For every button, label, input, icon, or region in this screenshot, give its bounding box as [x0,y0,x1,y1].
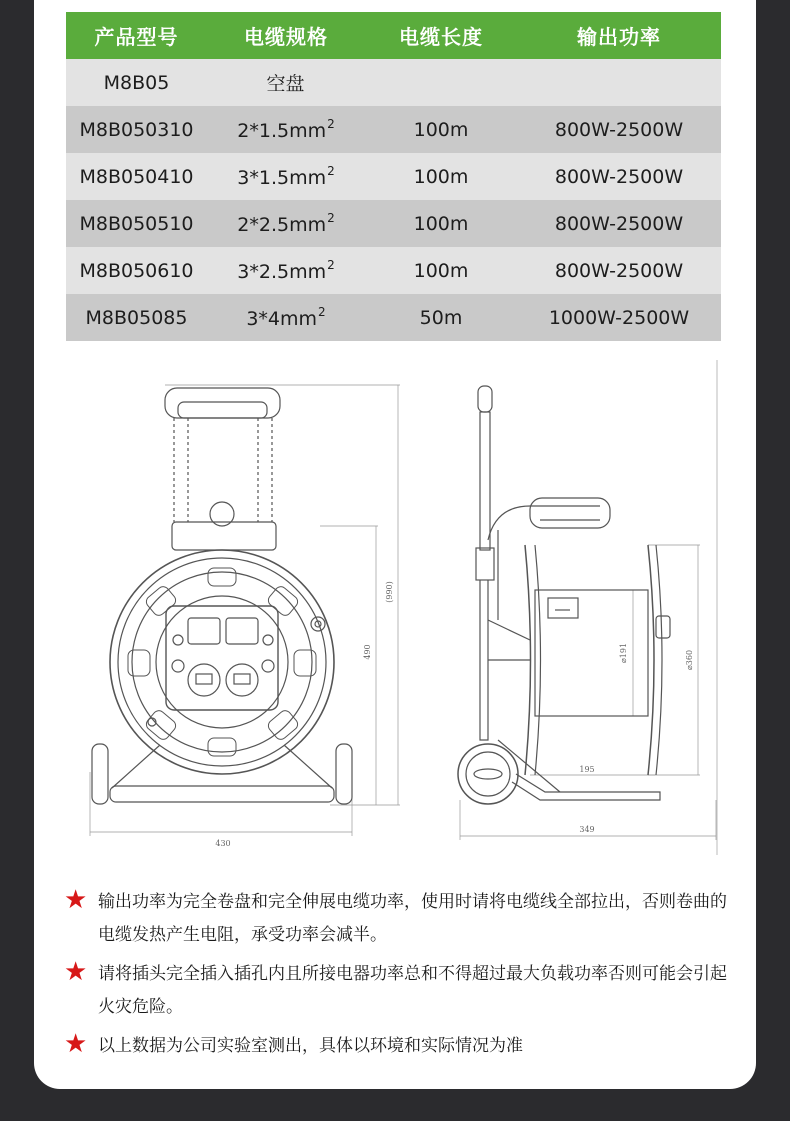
technical-drawing [0,355,790,865]
table-row [66,200,721,247]
cell-length: 100m [365,200,517,247]
dimension-outer-diameter-label: ⌀360 [685,649,694,671]
header-model: 产品型号 [66,12,207,59]
note-text: 输出功率为完全卷盘和完全伸展电缆功率，使用时请将电缆线全部拉出，否则卷曲的电缆发热产生电阻，承受功率会减半。 [98,892,727,945]
dimension-height-reel-label: 490 [363,644,372,660]
cell-model: M8B050310 [66,106,207,153]
cell-model: M8B050410 [66,153,207,200]
table-row [66,59,721,106]
star-icon: ★ [64,957,88,987]
star-icon: ★ [64,885,88,915]
cell-length: 50m [365,294,517,341]
cell-spec: $2*1.5mm^2$ [207,106,365,153]
cell-model: M8B050610 [66,247,207,294]
dimension-height-total-label: (990) [385,581,394,603]
dimension-width-label: 430 [215,839,231,848]
note-item [64,886,734,952]
cell-power: 1000W-2500W [517,294,721,341]
notes-section [64,886,734,1069]
cell-length [365,59,517,106]
front-view-drawing [90,385,400,848]
cell-spec: $3*4mm^2$ [207,294,365,341]
table-row [66,106,721,153]
table-header-row [66,12,721,59]
note-item [64,1030,734,1063]
spec-table [66,12,721,341]
header-length: 电缆长度 [365,12,517,59]
note-item [64,958,734,1024]
header-power: 输出功率 [517,12,721,59]
cell-power: 800W-2500W [517,247,721,294]
cell-length: 100m [365,106,517,153]
dimension-drum-width-label: 195 [579,765,595,774]
cell-length: 100m [365,247,517,294]
star-icon: ★ [64,1029,88,1059]
cell-power [517,59,721,106]
cell-power: 800W-2500W [517,106,721,153]
note-text: 以上数据为公司实验室测出，具体以环境和实际情况为准 [98,1036,523,1056]
note-text: 请将插头完全插入插孔内且所接电器功率总和不得超过最大负载功率否则可能会引起火灾危险。 [98,964,727,1017]
header-spec: 电缆规格 [207,12,365,59]
cell-power: 800W-2500W [517,200,721,247]
table-row [66,247,721,294]
cell-model: M8B050510 [66,200,207,247]
cell-spec: $3*2.5mm^2$ [207,247,365,294]
cell-spec: $3*1.5mm^2$ [207,153,365,200]
cell-model: M8B05085 [66,294,207,341]
side-view-drawing [458,360,717,855]
cell-spec: 空盘 [207,59,365,106]
cell-power: 800W-2500W [517,153,721,200]
cell-length: 100m [365,153,517,200]
table-row [66,294,721,341]
table-row [66,153,721,200]
dimension-depth-label: 349 [579,825,595,834]
cell-model: M8B05 [66,59,207,106]
dimension-inner-diameter-label: ⌀191 [619,642,628,664]
cell-spec: $2*2.5mm^2$ [207,200,365,247]
